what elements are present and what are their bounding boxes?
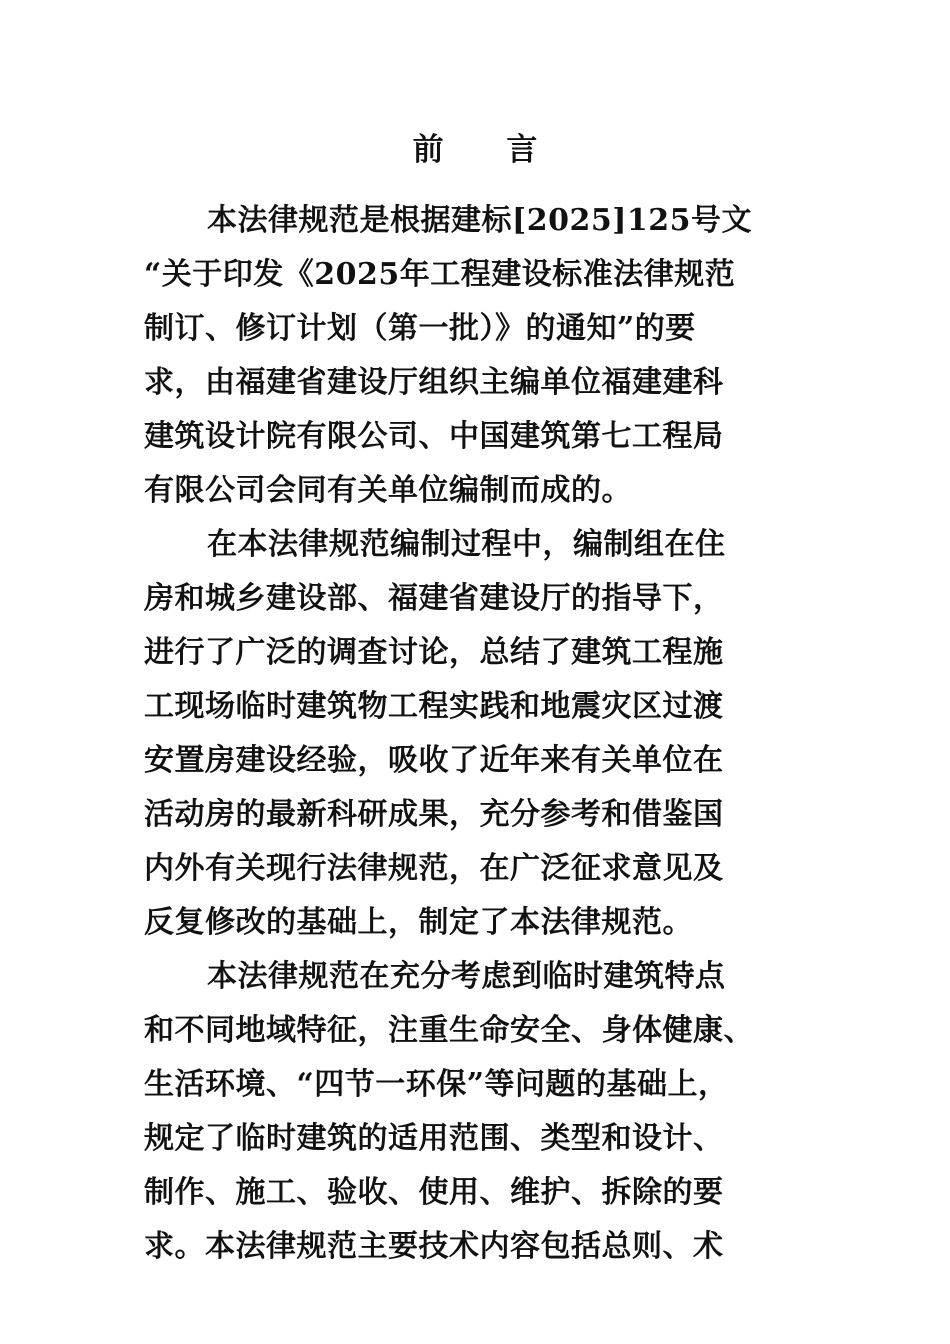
text-line: 在本法律规范编制过程中，编制组在住	[207, 527, 726, 562]
text-line: 安置房建设经验，吸收了近年来有关单位在	[144, 743, 724, 778]
text-line: 生活环境、“四节一环保”等问题的基础上，	[144, 1067, 729, 1102]
text-line: 有限公司会同有关单位编制而成的。	[144, 473, 632, 508]
text-line: 进行了广泛的调查讨论，总结了建筑工程施	[144, 635, 724, 670]
text-line: 本法律规范是根据建标[2025]125号文	[207, 203, 753, 238]
text-line: 本法律规范在充分考虑到临时建筑特点	[207, 959, 726, 994]
text-line: 和不同地域特征，注重生命安全、身体健康、	[144, 1013, 754, 1048]
page-title: 前 言	[412, 132, 564, 168]
text-line: “关于印发《2025年工程建设标准法律规范	[144, 257, 736, 292]
text-line: 内外有关现行法律规范，在广泛征求意见及	[144, 851, 724, 886]
text-line: 制作、施工、验收、使用、维护、拆除的要	[144, 1175, 724, 1210]
text-line: 活动房的最新科研成果，充分参考和借鉴国	[144, 797, 724, 832]
text-line: 反复修改的基础上，制定了本法律规范。	[144, 905, 693, 940]
text-line: 求。本法律规范主要技术内容包括总则、术	[144, 1229, 724, 1264]
text-line: 房和城乡建设部、福建省建设厅的指导下，	[144, 581, 724, 616]
text-line: 制订、修订计划（第一批）》的通知”的要	[144, 311, 696, 346]
text-line: 建筑设计院有限公司、中国建筑第七工程局	[144, 419, 724, 454]
preface-body	[144, 194, 804, 1274]
text-line: 求，由福建省建设厅组织主编单位福建建科	[144, 365, 724, 400]
text-line: 工现场临时建筑物工程实践和地震灾区过渡	[144, 689, 724, 724]
text-line: 规定了临时建筑的适用范围、类型和设计、	[144, 1121, 724, 1156]
